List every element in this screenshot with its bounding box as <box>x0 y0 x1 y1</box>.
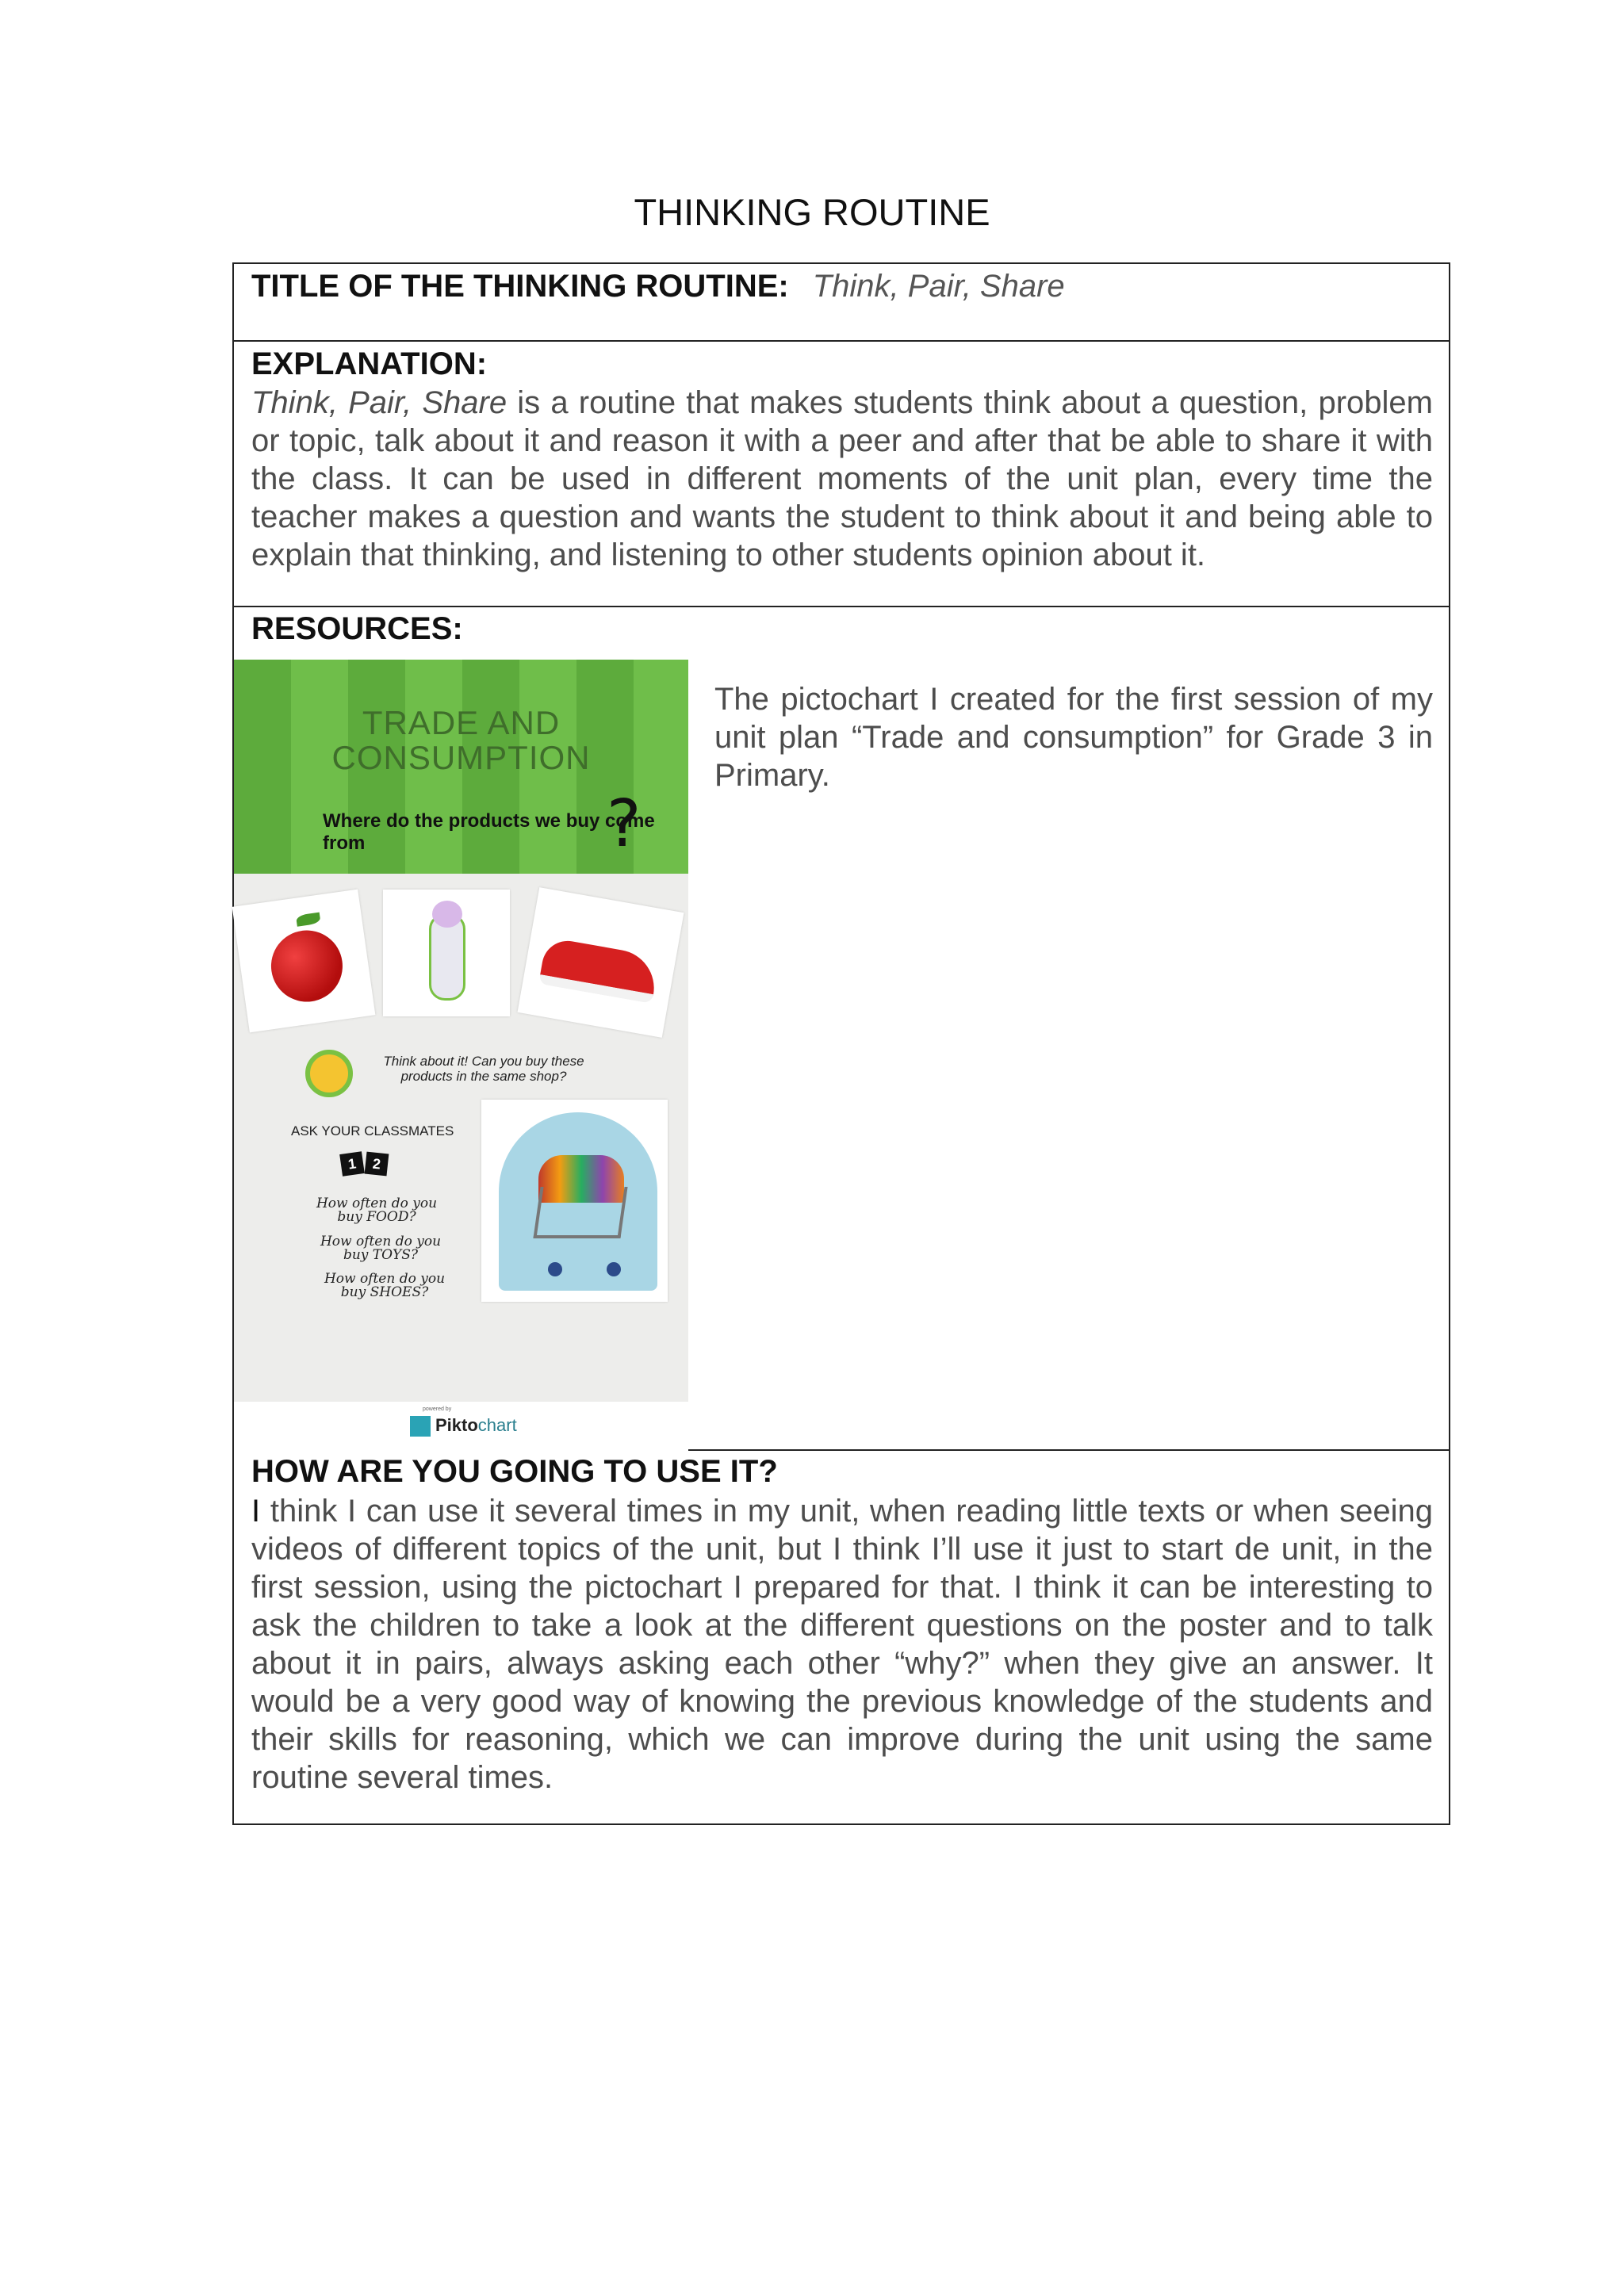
pictochart-footer <box>234 1402 688 1451</box>
explanation-text <box>251 384 1433 574</box>
apple-image <box>232 890 376 1033</box>
question-shoes: How often do you buy SHOES? <box>324 1271 446 1300</box>
resources-row <box>234 607 1449 1451</box>
think-prompt: Think about it! Can you buy these products in the same shop? <box>383 1054 584 1084</box>
question-toys: How often do you buy TOYS? <box>320 1234 442 1263</box>
toy-head-icon <box>432 901 462 928</box>
resources-label: RESOURCES: <box>251 611 463 646</box>
usage-content <box>251 1451 1433 1797</box>
title-label: TITLE OF THE THINKING ROUTINE: <box>251 269 789 304</box>
lightbulb-icon <box>305 1050 353 1097</box>
explanation-content <box>251 344 1433 574</box>
piktochart-logo-icon <box>410 1416 431 1437</box>
usage-body: think I can use it several times in my unit, when reading little texts or when seeing videos of different topics of the unit, but I think I’ll use it just to start de unit, in the first session, using the pictochart I prepared for that. I think it can be interesting to ask the children to take a look at the different questions on the poster and to talk about it in pairs, always asking each other “why?” when they give an answer. It would be a very good way of knowing the previous knowledge of the students and their skills for reasoning, which we can improve during the unit using the same routine several times. <box>251 1494 1433 1795</box>
title-value: Think, Pair, Share <box>812 269 1065 304</box>
page-title: THINKING ROUTINE <box>634 191 990 233</box>
title-line <box>251 264 1065 308</box>
powered-by-label: powered by <box>423 1406 452 1412</box>
pictochart-image <box>234 660 688 1451</box>
usage-first-letter: I <box>251 1494 261 1529</box>
ask-classmates-label: ASK YOUR CLASSMATES <box>291 1123 454 1138</box>
pictochart-body <box>234 874 688 1402</box>
sneaker-icon <box>538 937 660 1004</box>
pictochart-question: Where do the products we buy come from <box>323 810 655 854</box>
toy-astronaut-image <box>383 890 510 1016</box>
resources-description: The pictochart I created for the first session of my unit plan “Trade and consumption” for Grade 3 in Primary. <box>714 682 1433 793</box>
pictochart-title-line1: TRADE AND <box>362 704 561 741</box>
usage-row <box>234 1451 1449 1827</box>
question-food: How often do you buy FOOD? <box>316 1196 438 1225</box>
logo-prefix: Pikto <box>435 1415 478 1435</box>
title-row <box>234 264 1449 342</box>
question-mark-icon: ? <box>607 786 642 862</box>
dice-icon: 1 <box>339 1151 365 1177</box>
wheel-icon <box>607 1262 621 1276</box>
pictochart-title <box>234 706 688 775</box>
explanation-lead: Think, Pair, Share <box>251 385 508 420</box>
wheel-icon <box>548 1262 562 1276</box>
explanation-label: EXPLANATION: <box>251 346 488 381</box>
dice-icon: 2 <box>365 1152 389 1177</box>
usage-text <box>251 1492 1433 1797</box>
red-sneaker-image <box>518 887 684 1038</box>
pictochart-title-line2: CONSUMPTION <box>331 739 591 776</box>
explanation-body: is a routine that makes students think about a question, problem or topic, talk about it and reason it with a peer and after that be able to share it with the class. It can be used in different moments of the unit plan, every time the teacher makes a question and wants the student to think about it and being able to explain that thinking, and listening to other students opinion about it. <box>251 385 1433 572</box>
piktochart-logo-text <box>435 1415 517 1436</box>
usage-label: HOW ARE YOU GOING TO USE IT? <box>251 1454 778 1489</box>
cart-icon <box>533 1187 627 1238</box>
shopping-cart-image <box>481 1100 668 1302</box>
thinking-routine-table <box>232 262 1450 1825</box>
logo-suffix: chart <box>477 1415 517 1435</box>
apple-icon <box>266 926 347 1007</box>
explanation-row <box>234 342 1449 607</box>
pictochart-header <box>234 660 688 874</box>
leaf-icon <box>296 913 321 927</box>
